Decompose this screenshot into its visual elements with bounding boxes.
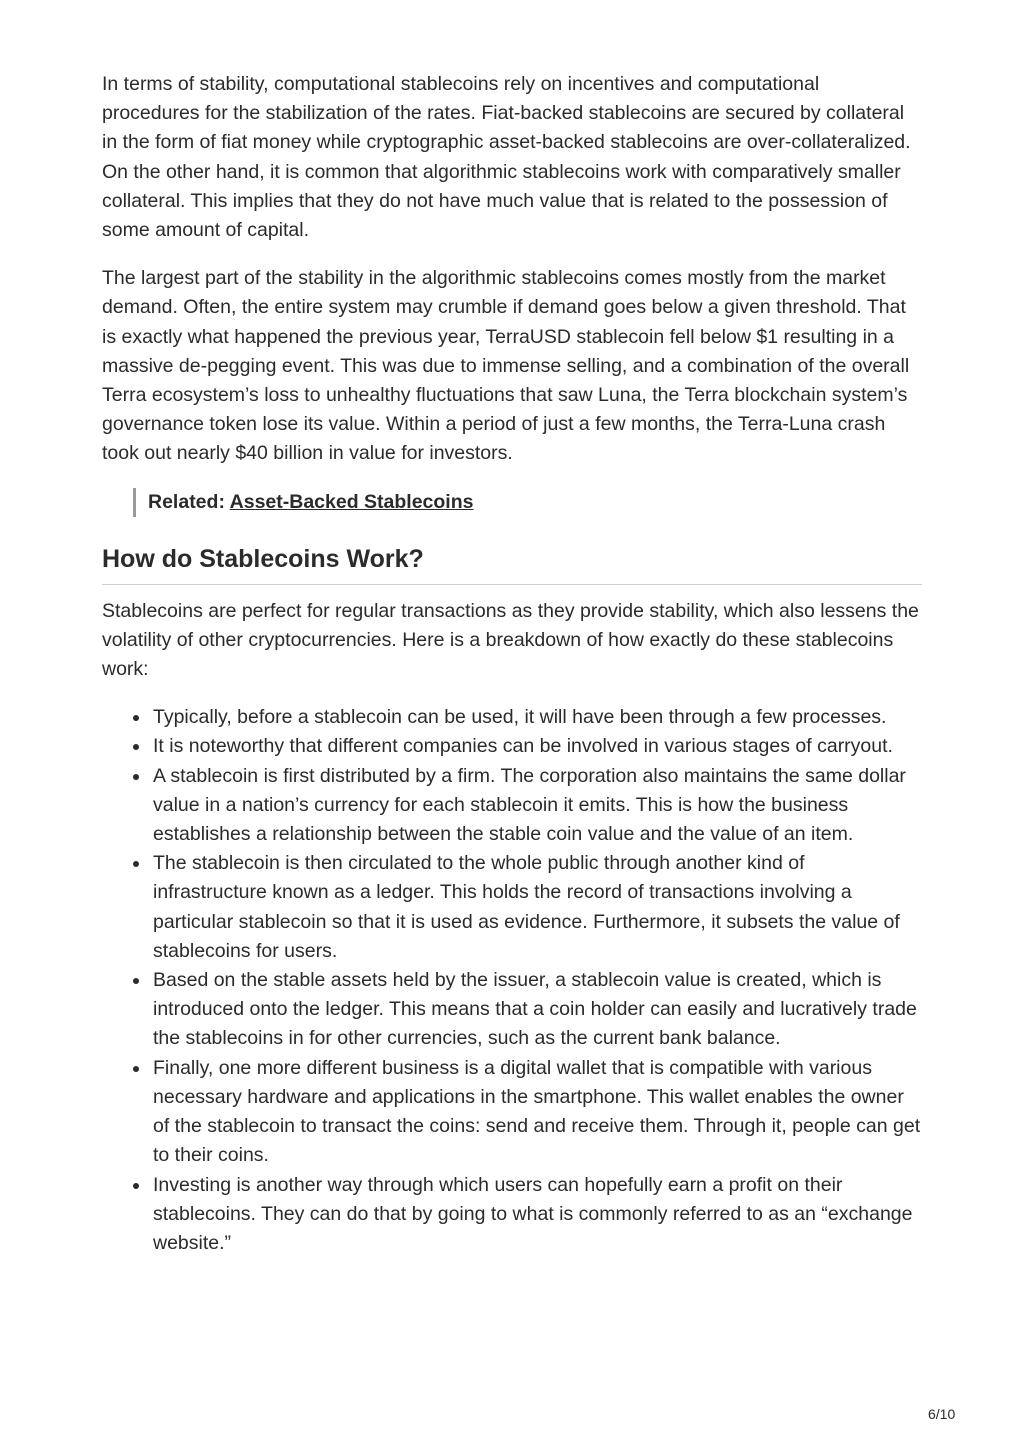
list-item [153,732,922,761]
related-callout [133,488,922,517]
related-link-asset-backed-stablecoins[interactable]: Asset-Backed Stablecoins [229,490,474,513]
paragraph-market-demand: The largest part of the stability in the algorithmic stablecoins comes mostly from the market demand. Often, the entire system may crumble if demand goes below a given threshold. That is exactly what happened the previous year, TerraUSD stablecoin fell below $1 resulting in a massive de-pegging event. This was due to immense selling, and a combination of the overall Terra ecosystem’s loss to unhealthy fluctuations that saw Luna, the Terra blockchain system’s governance token lose its value. Within a period of just a few months, the Terra-Luna crash took out nearly $40 billion in value for investors. [102,267,910,465]
list-item-text: A stablecoin is first distributed by a firm. The corporation also maintains the same dollar value in a nation’s currency for each stablecoin it emits. This is how the business establishes a relationship between the stable coin value and the value of an item. [153,764,906,846]
article-body [102,70,922,1258]
list-item-text: Investing is another way through which users can hopefully earn a profit on their stablecoins. They can do that by going to what is commonly referred to as an “exchange website.” [153,1173,913,1254]
list-item-text: Based on the stable assets held by the issuer, a stablecoin value is created, which is introduced onto the ledger. This means that a coin holder can easily and lucratively trade the stablecoins in for other currencies, such as the current bank balance. [153,969,917,1050]
how-it-works-list [102,703,922,1258]
list-item-text: It is noteworthy that different companies can be involved in various stages of carryout. [153,735,893,758]
list-item [153,762,922,850]
list-item [153,966,922,1054]
list-item-text: Typically, before a stablecoin can be used, it will have been through a few processes. [153,706,887,729]
page-number: 6/10 [928,1406,956,1422]
list-item [153,1054,922,1171]
bullet-icon [133,1066,139,1072]
bullet-icon [133,774,139,780]
bullet-icon [133,978,139,984]
bullet-icon [133,744,139,750]
list-item-text: The stablecoin is then circulated to the whole public through another kind of infrastructure known as a ledger. This holds the record of transactions involving a particular stablecoin so that it is used as evidence. Furthermore, it subsets the value of stablecoins for users. [153,852,900,962]
list-item [153,1171,922,1259]
section-intro: Stablecoins are perfect for regular transactions as they provide stability, which also lessens the volatility of other cryptocurrencies. Here is a breakdown of how exactly do these stablecoins work: [102,599,919,681]
bullet-icon [133,1183,139,1189]
list-item-text: Finally, one more different business is a digital wallet that is compatible with various necessary hardware and applications in the smartphone. This wallet enables the owner of the stablecoin to transact the coins: send and receive them. Through it, people can get to their coins. [153,1056,921,1167]
paragraph-stability: In terms of stability, computational stablecoins rely on incentives and computational procedures for the stabilization of the rates. Fiat-backed stablecoins are secured by collateral in the form of fiat money while cryptographic asset-backed stablecoins are over-collateralized. On the other hand, it is common that algorithmic stablecoins work with comparatively smaller collateral. This implies that they do not have much value that is related to the possession of some amount of capital. [102,73,911,242]
section-heading: How do Stablecoins Work? [102,543,922,585]
list-item [153,703,922,732]
bullet-icon [133,861,139,867]
list-item [153,849,922,966]
related-label: Related: [148,490,225,513]
bullet-icon [133,715,139,721]
